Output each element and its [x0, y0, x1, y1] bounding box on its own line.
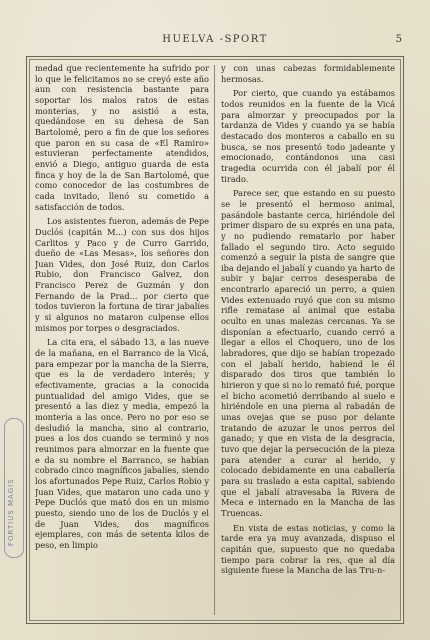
stamp-text: FORTIUS MAGIS	[7, 478, 15, 546]
article-frame	[26, 56, 404, 624]
publication-title: HUELVA -SPORT	[162, 34, 268, 45]
right-paragraph-4: En vista de estas noticias, y como la tarde era ya muy avanzada, dispuso el capitán que, supuesto que no quedaba tiempo para cobrar la res, que al día siguiente fuese la Mancha de las Tru-n-	[221, 522, 395, 576]
library-stamp	[4, 418, 24, 558]
left-paragraph-2: Los asistentes fueron, además de Pepe Duclós (capitán M...) con sus dos hijos Carlitos y Paco y de Curro Garrido, dueño de «Las Mesas», los señores don Juan Vides, don José Ruiz, don Carlos Rubio, don Francisco Galvez, don Francisco Perez de Guzmán y don Fernando de la Prad... por cierto que todos tuvieron la fortuna de tirar jabalíes y si algunos no mataron culpense ellos mismos por torpes o desgraciados.	[35, 216, 209, 333]
right-column	[221, 63, 395, 615]
right-paragraph-2: Por cierto, que cuando ya estábamos todos reunidos en la fuente de la Vicá para almorzar y preocupados por la tardanza de Vides y cuando ya se había destacado dos monteros a caballo en su busca, se nos presentó todo jadeante y emocionado, contándonos una casi tragedia ocurrida con él jabalí por él tirado.	[221, 88, 395, 184]
page-number: 5	[395, 34, 402, 45]
left-column	[35, 63, 209, 615]
right-paragraph-3: Parece ser, que estando en su puesto se le presentó el hermoso animal, pasándole bastante cerca, hiriéndole del primer disparo de su exprés en una pata, y no pudiendo rematarlo por haber fallado el segundo tiro. Acto seguido comenzó a seguir la pista de sangre que iba dejando el jabalí y cuando ya harto de subir y bajar cerros desesperaba de encontrarlo apareció un perro, a quien Vides extenuado ruyó que con su mismo rifle rematase al animal que estaba oculto en unas malezas cercanas. Ya se disponían a efectuarlo, cuando cerró a llegar a ellos el Choquero, uno de los labradores, que dijo se habían tropezado con el jabalí herido, habiend le él disparado dos tiros que también lo hirieron y que si no lo remató fué, porque el bicho acometió derribando al suelo e hiriéndole en una pierna al rabadán de unas ovejas que se puso por delante tratando de azuzar le unos perros del ganado; y que en vista de la desgracia, tuvo que dejar la persecución de la pieza para atender a curar al herido, y colocado debidamente en una caballería para su traslado a esta capital, sabiendo que el jabalí atravesaba la Rivera de Meca e internado en la Mancha de las Truencas.	[221, 188, 395, 518]
page-header	[0, 34, 430, 48]
column-divider	[214, 65, 215, 615]
right-paragraph-1: y con unas cabezas formidablemente hermosas.	[221, 63, 395, 84]
left-paragraph-1: medad que recientemente ha sufrido por lo que le felicitamos no se creyó este año aun con resistencia bastante para soportar los malos ratos de estas monterías, y no asistió a esta, quedándose en su dehesa de San Bartolomé, pero a fin de que los señores que paron en su casa de «El Ramiro» estuvieran perfectamente atendidos, envió a Diego, antiguo guarda de esta finca y hoy de la de San Bartolomé, que como conocedor de las costumbres de cada invitado, llenó su cometido a satisfacción de todos.	[35, 63, 209, 212]
left-paragraph-3: La cita era, el sábado 13, a las nueve de la mañana, en el Barranco de la Vicá, para empezar por la mancha de la Sierra, que es la de verdadero interés; y efectivamente, gracias a la conocida puntualidad del amigo Vides, que se presentó a las diez y media, empezó la montería a las once. Pero no por eso se desludió la mancha, sino al contrario, pues a los dos cuando se terminó y nos reunimos para almorzar en la fuente que e da su nombre el Barranco, se habían cobrado cinco magníficos jabalíes, siendo los afortunados Pepe Ruiz, Carlos Robio y Juan Vides, que mataron uno cada uno y Pepe Duclós que mató dos en un mismo puesto, siendo uno de los de Duclós y el de Juan Vides, dos magníficos ejemplares, con más de setenta kilos de peso, en limpio	[35, 337, 209, 550]
